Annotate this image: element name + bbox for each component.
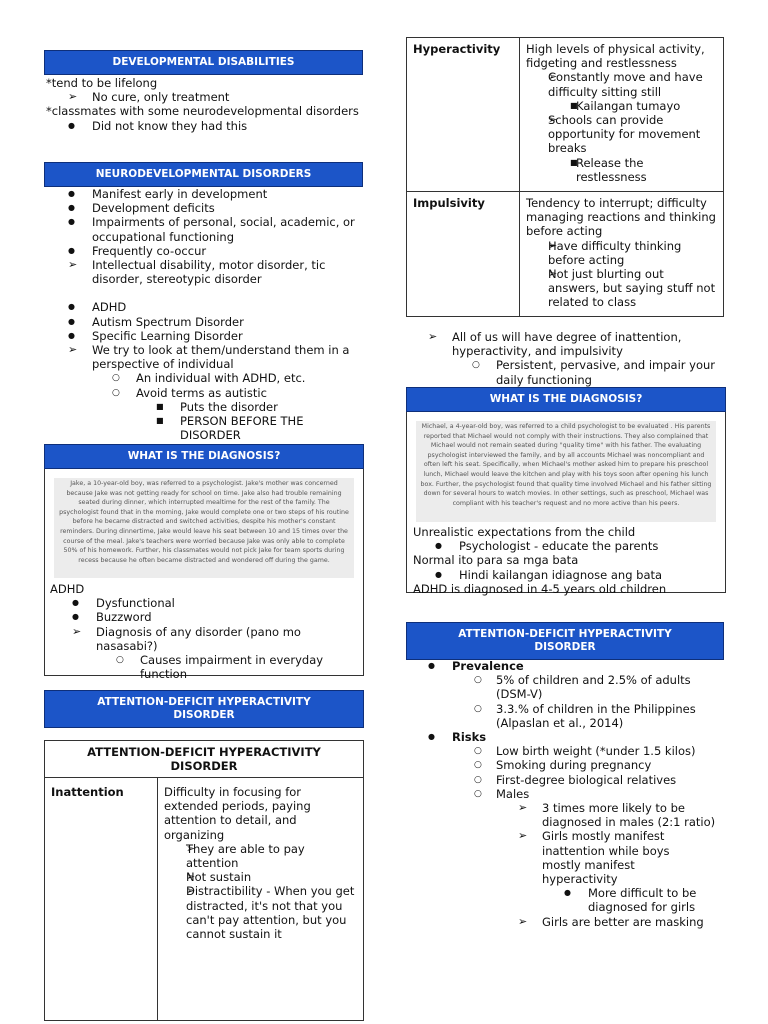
list-item: ➢ Distractibility - When you get distracted, it's not that you can't pay attention, but you cannot sustain it [164, 884, 357, 941]
list-item: ● Impairments of personal, social, academic, or occupational functioning [46, 215, 366, 243]
adhd-table-inattention [44, 740, 364, 1021]
list-item: ● Manifest early in development [46, 187, 366, 201]
adhd-table-hyperactivity [406, 37, 724, 317]
diagnosis-notes-michael [413, 525, 723, 596]
list-item: ● Development deficits [46, 201, 366, 215]
list-item: ○ 5% of children and 2.5% of adults (DSM-V) [452, 673, 726, 701]
case-study-jake: Jake, a 10-year-old boy, was referred to a psychologist. Jake's mother was concerned because Jake was not getting ready for school on time. Jake also had trouble remaining seated during dinner, which interrupted mealtime for the rest of the family. The psychologist found that in the morning, Jake would complete one or two steps of his routine before he became distracted and switched activities, despite his mother's constant reminders. During dinnertime, Jake would leave his seat between 10 and 15 times over the course of the meal. Jake's teachers were worried because Jake was only able to complete 50% of his homework. Further, his classmates would not pick Jake for team sports during recess because he often became distracted and wondered off during the game. [54, 478, 354, 578]
list-item: ○ Smoking during pregnancy [452, 758, 726, 772]
list-item: ➢ 3 times more likely to be diagnosed in males (2:1 ratio) [496, 801, 726, 829]
case-study-michael: Michael, a 4-year-old boy, was referred to a child psychologist to be evaluated . His parents reported that Michael would not comply with their instructions. They also complained that Michael would not remain seated during "quality time" with his father. The evaluating psychologist interviewed the family, and by all accounts Michael was noncompliant and often left his seat. Specifically, when Michael's mother asked him to prepare his preschool lunch, Michael would leave the kitchen and play with his toys soon after opening his lunch box. Further, the psychologist found that quality time involved Michael and his father sitting down for several hours to watch movies. In other settings, such as preschool, Michael was compliant with his teacher's request and no more active than his peers. [416, 421, 716, 522]
list-item: ○ First-degree biological relatives [452, 773, 726, 787]
list-item: ○ Persistent, pervasive, and impair your daily functioning [450, 358, 722, 386]
age-note: ADHD is diagnosed in 4-5 years old children [413, 581, 667, 596]
impulsivity-label: Impulsivity [407, 192, 520, 317]
risks-label: ● Risks [406, 730, 726, 744]
list-item: ➢ They are able to pay attention [164, 842, 357, 870]
list-item: ○ An individual with ADHD, etc. [90, 371, 366, 385]
list-item: ● Frequently co-occur [46, 244, 366, 258]
list-item: ➢ Girls mostly manifest inattention while boys mostly manifest hyperactivity [496, 829, 682, 886]
inattention-label: Inattention [45, 778, 158, 1021]
classmates-note: *classmates with some neurodevelopmental disorders [46, 104, 359, 119]
developmental-disabilities-section [46, 76, 362, 133]
developmental-disabilities-header: DEVELOPMENTAL DISABILITIES [44, 50, 363, 75]
expectations-note: Unrealistic expectations from the child [413, 525, 636, 539]
list-item: ➢ Have difficulty thinking before acting [526, 239, 717, 267]
list-item: ■ Puts the disorder [134, 400, 366, 414]
list-item: ➢ Schools can provide opportunity for movement breaks [526, 113, 717, 156]
list-item: ● Did not know they had this [46, 119, 362, 133]
list-item: ➢ Diagnosis of any disorder (pano mo nasasabi?) [50, 625, 360, 653]
neurodevelopmental-disorders-header: NEURODEVELOPMENTAL DISORDERS [44, 162, 363, 187]
adhd-table-title: ATTENTION-DEFICIT HYPERACTIVITY DISORDER [45, 741, 364, 778]
list-item: ➢ Intellectual disability, motor disorder, tic disorder, stereotypic disorder [46, 258, 366, 286]
list-item: ● Autism Spectrum Disorder [46, 315, 366, 329]
list-item: ➢ Not sustain [164, 870, 357, 884]
diagnosis-answer [50, 582, 360, 681]
list-item: ➢ No cure, only treatment [46, 90, 362, 104]
lifelong-note: *tend to be lifelong [46, 76, 158, 90]
adhd-header-right: ATTENTION-DEFICIT HYPERACTIVITY DISORDER [406, 622, 724, 660]
normal-note: Normal ito para sa mga bata [413, 553, 579, 568]
list-item: ➢ We try to look at them/understand them in a perspective of individual [46, 343, 366, 371]
diagnosis-header: WHAT IS THE DIAGNOSIS? [44, 444, 364, 469]
list-item: ■ Release the restlessness [548, 156, 676, 184]
list-item: ● Psychologist - educate the parents [413, 539, 723, 553]
impulsivity-definition: Tendency to interrupt; difficulty managing reactions and thinking before acting [526, 196, 716, 239]
hyperactivity-definition: High levels of physical activity, fidgeting and restlessness [526, 42, 705, 71]
list-item: ○ Causes impairment in everyday function [94, 653, 360, 681]
prevalence-risks-section [406, 659, 726, 929]
list-item: ○ Avoid terms as autistic [90, 386, 366, 400]
hyperactivity-label: Hyperactivity [407, 38, 520, 192]
list-item: ● Buzzword [50, 610, 360, 624]
list-item: ■ Kailangan tumayo [548, 99, 717, 113]
list-item: ○ Males [452, 787, 726, 801]
prevalence-label: ● Prevalence [406, 659, 726, 673]
list-item: ○ Low birth weight (*under 1.5 kilos) [452, 744, 726, 758]
adhd-header-left: ATTENTION-DEFICIT HYPERACTIVITY DISORDER [44, 690, 364, 728]
list-item: ● More difficult to be diagnosed for girls [542, 886, 718, 914]
list-item: ● Specific Learning Disorder [46, 329, 366, 343]
list-item: ■ PERSON BEFORE THE DISORDER [134, 414, 310, 442]
list-item: ➢ Girls are better are masking [496, 915, 726, 929]
after-table-notes [406, 330, 722, 387]
inattention-desc [158, 778, 364, 1021]
hyperactivity-desc [520, 38, 724, 192]
impulsivity-desc [520, 192, 724, 317]
list-item: ○ 3.3.% of children in the Philippines (Alpaslan et al., 2014) [452, 702, 726, 730]
list-item: ● Hindi kailangan idiagnose ang bata [413, 568, 723, 582]
list-item: ● ADHD [46, 300, 366, 314]
neurodevelopmental-section [46, 187, 366, 442]
list-item: ➢ Not just blurting out answers, but saying stuff not related to class [526, 267, 717, 310]
list-item: ● Dysfunctional [50, 596, 360, 610]
adhd-label: ADHD [50, 582, 85, 596]
list-item: ➢ All of us will have degree of inattention, hyperactivity, and impulsivity [406, 330, 722, 358]
list-item: ➢ Constantly move and have difficulty sitting still [526, 70, 717, 98]
diagnosis-header: WHAT IS THE DIAGNOSIS? [406, 387, 726, 412]
inattention-definition: Difficulty in focusing for extended periods, paying attention to detail, and organizing [164, 785, 311, 842]
